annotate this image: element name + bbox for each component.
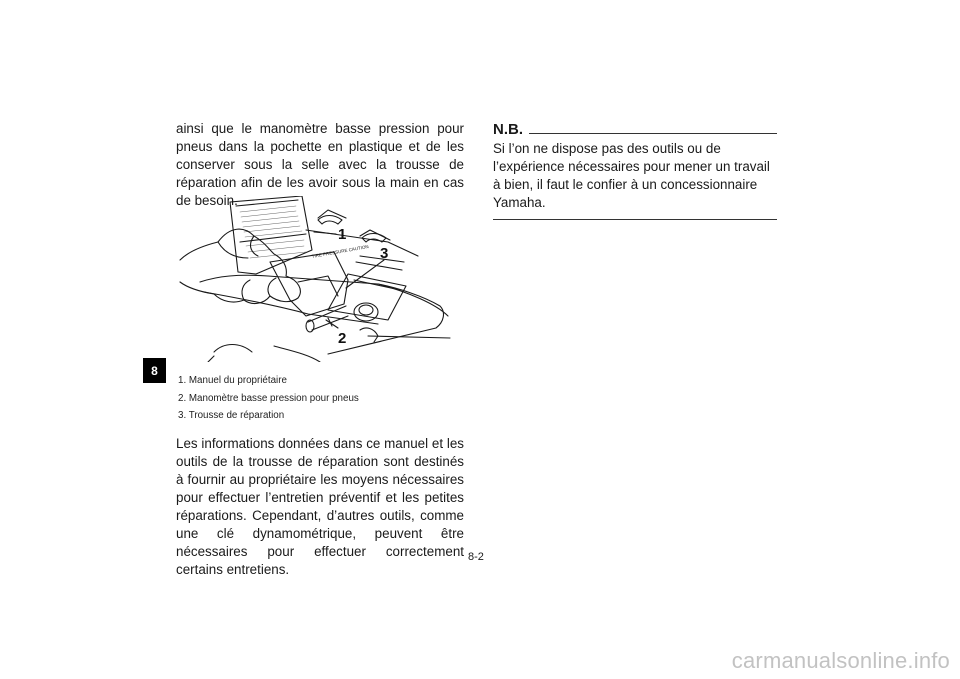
compartment-outline [200,275,443,354]
hand [180,229,300,303]
body-paragraph: Les informations données dans ce manuel et les outils de la trousse de réparation sont destinés à fournir au propriétaire les moyens nécessaires pour effectuer l’entretien préventif et les petites réparations. Cependant, d’autres outils, comme une clé dynamométrique, peuvent être nécessaires pour effectuer correctement certains entretiens. [176,436,464,577]
note-rule [529,133,777,134]
pressure-sticker-text: TIRE PRESSURE CAUTION [311,244,370,259]
callout-2: 2 [338,330,347,347]
page-number: 8-2 [468,551,484,563]
caption-item: 1. Manuel du propriétaire [178,375,287,386]
intro-paragraph: ainsi que le manomètre basse pression pour pneus dans la pochette en plastique et de les conserver sous la selle avec la trousse de réparation afin de les avoir sous la main en cas de besoin. [176,121,464,208]
pressure-gauge-dial [354,303,378,321]
caption-item: 3. Trousse de réparation [178,410,285,421]
callout-3: 3 [380,245,389,262]
callout-1: 1 [338,226,347,243]
body-paragraph-block [176,435,464,579]
latch-left [318,216,342,225]
note-text: Si l’on ne dispose pas des outils ou de l’expérience nécessaires pour mener un travail à bien, il faut le confier à un concessionnaire Yamaha. [493,141,770,210]
note-box [493,120,777,220]
note-title: N.B. [493,121,523,138]
watermark: carmanualsonline.info [731,648,950,673]
note-header [493,120,777,138]
note-bottom-rule [493,219,777,220]
plastic-pouch [270,252,348,316]
latch-bottom [214,345,252,353]
caption-item: 2. Manomètre basse pression pour pneus [178,392,359,404]
chapter-tab: 8 [143,358,166,383]
tool-kit-illustration [178,196,452,362]
figure-captions [178,372,464,425]
